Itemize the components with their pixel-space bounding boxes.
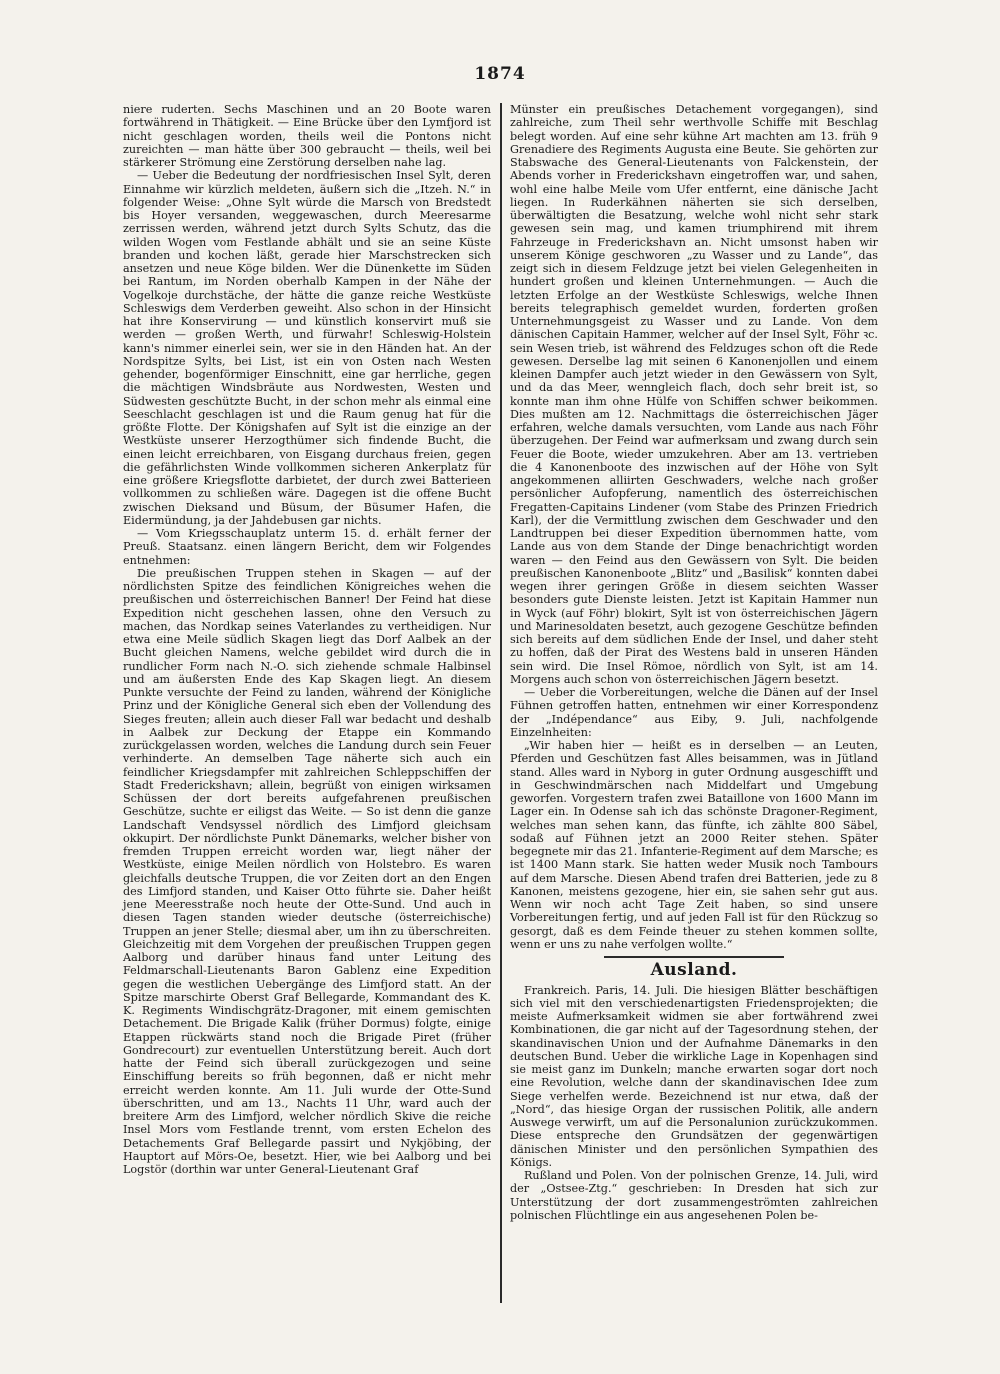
page-number: 1874 [474,64,526,84]
paragraph: Münster ein preußisches Detachement vorgegangen), sind zahlreiche, zum Theil sehr werthvolle Schiffe mit Beschlag belegt worden. Auf eine sehr kühne Art machten am 13. früh 9 Grenadiere des Regiments Augusta eine Beute. Sie gehörten zur Stabswache des General-Lieutenants von Falckenstein, der Abends vorher in Frederickshavn eingetroffen war, und sahen, wohl eine halbe Meile vom Ufer entfernt, eine dänische Jacht liegen. In Ruderkähnen näherten sie sich derselben, überwältigten die Besatzung, welche wohl nicht sehr stark gewesen sein mag, und kamen triumphirend mit ihrem Fahrzeuge in Frederickshavn an. Nicht umsonst haben wir unserem Könige geschworen „zu Wasser und zu Lande“, das zeigt sich in diesem Feldzuge jetzt bei vielen Gelegenheiten in hundert großen und kleinen Unternehmungen. — Auch die letzten Erfolge an der Westküste Schleswigs, welche Ihnen bereits telegraphisch gemeldet wurden, forderten großen Unternehmungsgeist zu Wasser und zu Lande. Von dem dänischen Capitain Hammer, welcher auf der Insel Sylt, Föhr ꝛc. sein Wesen trieb, ist während des Feldzuges schon oft die Rede gewesen. Derselbe lag mit seinen 6 Kanonenjollen und einem kleinen Dampfer auch jetzt wieder in den Gewässern von Sylt, und da das Meer, wenngleich flach, doch sehr breit ist, so konnte man ihm ohne Hülfe von Schiffen schwer beikommen. Dies mußten am 12. Nachmittags die österreichischen Jäger erfahren, welche damals versuchten, vom Lande aus nach Föhr überzugehen. Der Feind war aufmerksam und zwang durch sein Feuer die Boote, wieder umzukehren. Aber am 13. vertrieben die 4 Kanonenboote des inzwischen auf der Höhe von Sylt angekommenen alliirten Geschwaders, welche nach großer persönlicher Aufopferung, namentlich des österreichischen Fregatten-Capitains Lindener (vom Stabe des Prinzen Friedrich Karl), der die Vermittlung zwischen dem Geschwader und den Landtruppen bei dieser Expedition übernommen hatte, vom Lande aus von dem Stande der Dinge benachrichtigt worden waren — den Feind aus den Gewässern von Sylt. Die beiden preußischen Kanonenboote „Blitz“ und „Basilisk“ konnten dabei wegen ihrer geringen Größe in diesem seichten Wasser besonders gute Dienste leisten. Jetzt ist Kapitain Hammer nun in Wyck (auf Föhr) blokirt, Sylt ist von österreichischen Jägern und Marinesoldaten besetzt, auch gezogene Geschütze befinden sich bereits auf dem südlichen Ende der Insel, und daher steht zu hoffen, daß der Pirat des Westens bald in unseren Händen sein wird. Die Insel Römoe, nördlich von Sylt, ist am 14. Morgens auch schon von österreichischen Jägern besetzt. [510,103,878,686]
right-column [510,103,878,1222]
left-column [123,103,491,1176]
paragraph: Die preußischen Truppen stehen in Skagen — auf der nördlichsten Spitze des feindlichen Königreiches wehen die preußischen und österreichischen Banner! Der Feind hat diese Expedition nicht geschehen lassen, ohne den Versuch zu machen, das Nordkap seines Vaterlandes zu vertheidigen. Nur etwa eine Meile südlich Skagen liegt das Dorf Aalbek an der Bucht gleichen Namens, welche gebildet wird durch die in rundlicher Form nach N.-O. sich ziehende schmale Halbinsel und am äußersten Ende des Kap Skagen liegt. An diesem Punkte versuchte der Feind zu landen, während der Königliche Prinz und der Königliche General sich eben der Vollendung des Sieges freuten; allein auch dieser Fall war bedacht und deshalb in Aalbek zur Deckung der Etappe ein Kommando zurückgelassen worden, welches die Landung durch sein Feuer verhinderte. An demselben Tage näherte sich auch ein feindlicher Kriegsdampfer mit zahlreichen Schleppschiffen der Stadt Frederickshavn; allein, begrüßt von einigen wirksamen Schüssen der dort bereits aufgefahrenen preußischen Geschütze, suchte er eiligst das Weite. — So ist denn die ganze Landschaft Vendsyssel nördlich des Limfjord gleichsam okkupirt. Der nördlichste Punkt Dänemarks, welcher bisher von fremden Truppen erreicht worden war, liegt näher der Westküste, einige Meilen nördlich von Holstebro. Es waren gleichfalls deutsche Truppen, die vor Zeiten dort an den Engen des Limfjord standen, und Kaiser Otto führte sie. Daher heißt jene Meeresstraße noch heute der Otte-Sund. Und auch in diesen Tagen standen wieder deutsche (österreichische) Truppen an jener Stelle; diesmal aber, um ihn zu überschreiten. Gleichzeitig mit dem Vorgehen der preußischen Truppen gegen Aalborg und darüber hinaus fand unter Leitung des Feldmarschall-Lieutenants Baron Gablenz eine Expedition gegen die westlichen Uebergänge des Limfjord statt. An der Spitze marschirte Oberst Graf Bellegarde, Kommandant des K. K. Regiments Windischgrätz-Dragoner, mit einem gemischten Detachement. Die Brigade Kalik (früher Dormus) folgte, einige Etappen rückwärts stand noch die Brigade Piret (früher Gondrecourt) zur eventuellen Unterstützung bereit. Auch dort hatte der Feind sich überall zurückgezogen und seine Einschiffung bereits so früh begonnen, daß er nicht mehr erreicht werden konnte. Am 11. Juli wurde der Otte-Sund überschritten, und am 13., Nachts 11 Uhr, ward auch der breitere Arm des Limfjord, welcher nördlich Skive die reiche Insel Mors vom Festlande trennt, vom ersten Echelon des Detachements Graf Bellegarde passirt und Nykjöbing, der Hauptort auf Mörs-Oe, besetzt. Hier, wie bei Aalborg und bei Logstör (dorthin war unter General-Lieutenant Graf [123,566,491,1176]
column-divider [500,103,502,1303]
paragraph: — Vom Kriegsschauplatz unterm 15. d. erhält ferner der Preuß. Staatsanz. einen längern Bericht, dem wir Folgendes entnehmen: [123,527,491,567]
section-rule [604,956,784,958]
section-heading: Ausland. [650,959,738,980]
paragraph: Rußland und Polen. Von der polnischen Grenze, 14. Juli, wird der „Ostsee-Ztg.“ geschrieben: In Dresden hat sich zur Unterstützung der dort zusammengeströmten zahlreichen polnischen Flüchtlinge ein aus angesehenen Polen be- [510,1169,878,1222]
paragraph: — Ueber die Bedeutung der nordfriesischen Insel Sylt, deren Einnahme wir kürzlich meldeten, äußern sich die „Itzeh. N.“ in folgender Weise: „Ohne Sylt würde die Marsch von Bredstedt bis Hoyer versanden, weggewaschen, durch Meeresarme zerrissen werden, während jetzt durch Sylts Schutz, das die wilden Wogen vom Festlande abhält und sie an seine Küste branden und kochen läßt, gerade hier Marschstrecken sich ansetzen und neue Köge bilden. Wer die Dünenkette im Süden bei Rantum, im Norden oberhalb Kampen in der Nähe der Vogelkoje durchstäche, der hätte die ganze reiche Westküste Schleswigs dem Verderben geweiht. Also schon in der Hinsicht hat ihre Konservirung — und künstlich konservirt muß sie werden — großen Werth, und fürwahr! Schleswig-Holstein kann's nimmer einerlei sein, wer sie in den Händen hat. An der Nordspitze Sylts, bei List, ist ein von Osten nach Westen gehender, bogenförmiger Einschnitt, eine gar herrliche, gegen die mächtigen Windsbräute aus Nordwesten, Westen und Südwesten geschützte Bucht, in der schon mehr als einmal eine Seeschlacht geschlagen ist und die Raum genug hat für die größte Flotte. Der Königshafen auf Sylt ist die einzige an der Westküste unserer Herzogthümer sich findende Bucht, die einen leicht erreichbaren, von Eisgang durchaus freien, gegen die gefährlichsten Winde vollkommen sicheren Ankerplatz für eine größere Kriegsflotte darbietet, der durch zwei Batterieen vollkommen zu schließen wäre. Dagegen ist die offene Bucht zwischen Dieksand und Büsum, der Büsumer Hafen, die Eidermündung, ja der Jahdebusen gar nichts. [123,169,491,527]
paragraph: — Ueber die Vorbereitungen, welche die Dänen auf der Insel Fühnen getroffen hatten, entnehmen wir einer Korrespondenz der „Indépendance“ aus Eiby, 9. Juli, nachfolgende Einzelnheiten: [510,686,878,739]
paragraph: „Wir haben hier — heißt es in derselben — an Leuten, Pferden und Geschützen fast Alles beisammen, was in Jütland stand. Alles ward in Nyborg in guter Ordnung ausgeschifft und in Geschwindmärschen nach Middelfart und Umgebung geworfen. Vorgestern trafen zwei Bataillone von 1600 Mann im Lager ein. In Odense sah ich das schönste Dragoner-Regiment, welches man sehen kann, das fünfte, ich zählte 800 Säbel, sodaß auf Fühnen jetzt an 2000 Reiter stehen. Später begegnete mir das 21. Infanterie-Regiment auf dem Marsche; es ist 1400 Mann stark. Sie hatten weder Musik noch Tambours auf dem Marsche. Diesen Abend trafen drei Batterien, jede zu 8 Kanonen, meistens gezogene, hier ein, sie sahen sehr gut aus. Wenn wir noch acht Tage Zeit haben, so sind unsere Vorbereitungen fertig, und auf jeden Fall ist für den Rückzug so gesorgt, daß es dem Feinde theuer zu stehen kommen sollte, wenn er uns zu nahe verfolgen wollte.“ [510,739,878,951]
paragraph: Frankreich. Paris, 14. Juli. Die hiesigen Blätter beschäftigen sich viel mit den verschiedenartigsten Friedensprojekten; die meiste Aufmerksamkeit widmen sie aber fortwährend zwei Kombinationen, die gar nicht auf der Tagesordnung stehen, der skandinavischen Union und der Aufnahme Dänemarks in den deutschen Bund. Ueber die wirkliche Lage in Kopenhagen sind sie meist ganz im Dunkeln; manche erwarten sogar dort noch eine Revolution, welche dann der skandinavischen Idee zum Siege verhelfen werde. Bezeichnend ist nur etwa, daß der „Nord“, das hiesige Organ der russischen Politik, alle andern Auswege verwirft, um auf die Personalunion zurückzukommen. Diese entspreche den Grundsätzen der gegenwärtigen dänischen Minister und den persönlichen Sympathien des Königs. [510,983,878,1169]
paragraph: niere ruderten. Sechs Maschinen und an 20 Boote waren fortwährend in Thätigkeit. — Eine Brücke über den Lymfjord ist nicht geschlagen worden, theils weil die Pontons nicht zureichten — man hätte über 300 gebraucht — theils, weil bei stärkerer Strömung eine Zerstörung derselben nahe lag. [123,103,491,169]
